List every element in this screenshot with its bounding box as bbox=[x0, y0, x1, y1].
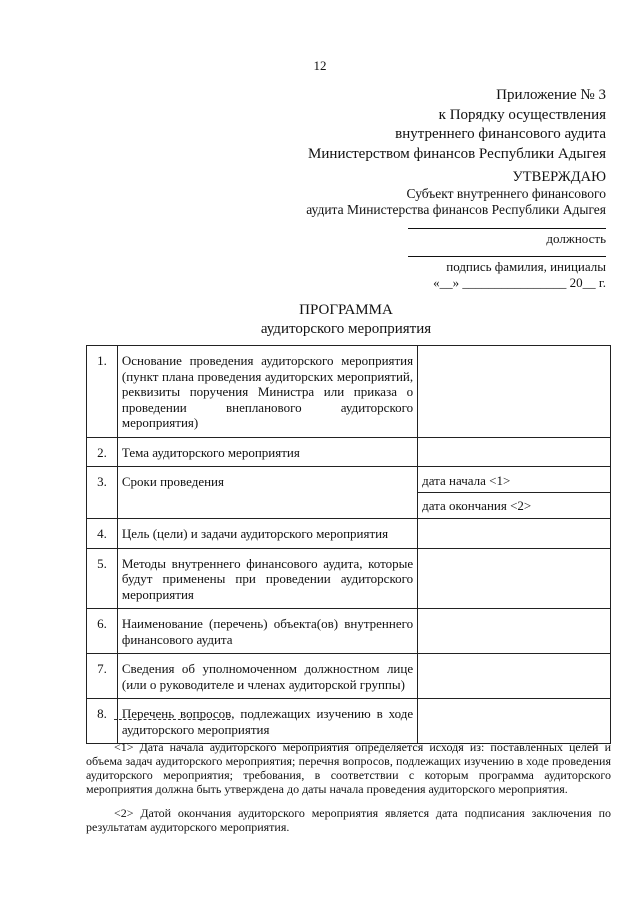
row-number: 3. bbox=[87, 467, 118, 519]
footnote-2: <2> Датой окончания аудиторского мероприятия является дата подписания заключения по результатам аудиторского мероприятия. bbox=[86, 806, 611, 834]
signature-label: подпись фамилия, инициалы bbox=[446, 259, 606, 274]
position-label: должность bbox=[546, 231, 606, 246]
table-row bbox=[87, 654, 611, 699]
position-line bbox=[408, 228, 606, 229]
row-number: 7. bbox=[87, 654, 118, 699]
row-description: Наименование (перечень) объекта(ов) внутреннего финансового аудита bbox=[117, 609, 417, 654]
row-description: Сроки проведения bbox=[117, 467, 417, 519]
table-row bbox=[87, 519, 611, 549]
appendix-line-1: Приложение № 3 bbox=[496, 87, 606, 103]
row-value-cell bbox=[418, 346, 611, 438]
table-row bbox=[87, 467, 611, 493]
start-date-label: дата начала <1> bbox=[418, 467, 611, 493]
table-row bbox=[87, 548, 611, 609]
appendix-line-2: к Порядку осуществления bbox=[438, 106, 606, 123]
row-description: Основание проведения аудиторского мероприятия (пункт плана проведения аудиторских мероприятий, реквизиты поручения Министра или приказа о проведении внепланового аудиторского мероприятия) bbox=[117, 346, 417, 438]
document-title bbox=[0, 301, 640, 339]
footnote-separator bbox=[114, 719, 230, 720]
footnote-1: <1> Дата начала аудиторского мероприятия определяется исходя из: поставленных целей и объема задач аудиторского мероприятия; перечня вопросов, подлежащих изучению в ходе проведения аудиторского мероприятия; требования, в соответствии с которым программа аудиторского мероприятия должна быть утверждена до даты начала проведения аудиторского мероприятия. bbox=[86, 740, 611, 796]
row-number: 1. bbox=[87, 346, 118, 438]
program-table bbox=[86, 345, 611, 744]
end-date-label: дата окончания <2> bbox=[418, 493, 611, 519]
table-row bbox=[87, 609, 611, 654]
approval-date-line: «__» ________________ 20__ г. bbox=[433, 275, 606, 290]
row-number: 8. bbox=[87, 699, 118, 744]
appendix-header bbox=[308, 86, 606, 164]
row-description: Сведения об уполномоченном должностном лице (или о руководителе и членах аудиторской группы) bbox=[117, 654, 417, 699]
row-description: Методы внутреннего финансового аудита, которые будут применены при проведении аудиторского мероприятия bbox=[117, 548, 417, 609]
row-value-cell bbox=[418, 548, 611, 609]
row-number: 6. bbox=[87, 609, 118, 654]
table-row bbox=[87, 437, 611, 467]
row-description: Перечень вопросов, подлежащих изучению в ходе аудиторского мероприятия bbox=[117, 699, 417, 744]
row-number: 2. bbox=[87, 437, 118, 467]
signature-line bbox=[408, 256, 606, 257]
approval-subject-line-2: аудита Министерства финансов Республики Адыгея bbox=[306, 202, 606, 217]
page-number: 12 bbox=[313, 58, 327, 73]
row-value-cell bbox=[418, 699, 611, 744]
title-line-1: ПРОГРАММА bbox=[299, 302, 393, 318]
table-row bbox=[87, 346, 611, 438]
row-description: Цель (цели) и задачи аудиторского мероприятия bbox=[117, 519, 417, 549]
row-number: 4. bbox=[87, 519, 118, 549]
approval-block bbox=[306, 168, 606, 218]
approval-heading: УТВЕРЖДАЮ bbox=[512, 169, 606, 185]
table-row bbox=[87, 699, 611, 744]
row-value-cell bbox=[418, 437, 611, 467]
appendix-line-4: Министерством финансов Республики Адыгея bbox=[308, 145, 606, 162]
row-number: 5. bbox=[87, 548, 118, 609]
approval-subject-line-1: Субъект внутреннего финансового bbox=[406, 186, 606, 201]
row-value-cell bbox=[418, 609, 611, 654]
appendix-line-3: внутреннего финансового аудита bbox=[395, 126, 606, 142]
row-description: Тема аудиторского мероприятия bbox=[117, 437, 417, 467]
title-line-2: аудиторского мероприятия bbox=[260, 321, 432, 337]
row-value-cell bbox=[418, 654, 611, 699]
row-value-cell bbox=[418, 519, 611, 549]
